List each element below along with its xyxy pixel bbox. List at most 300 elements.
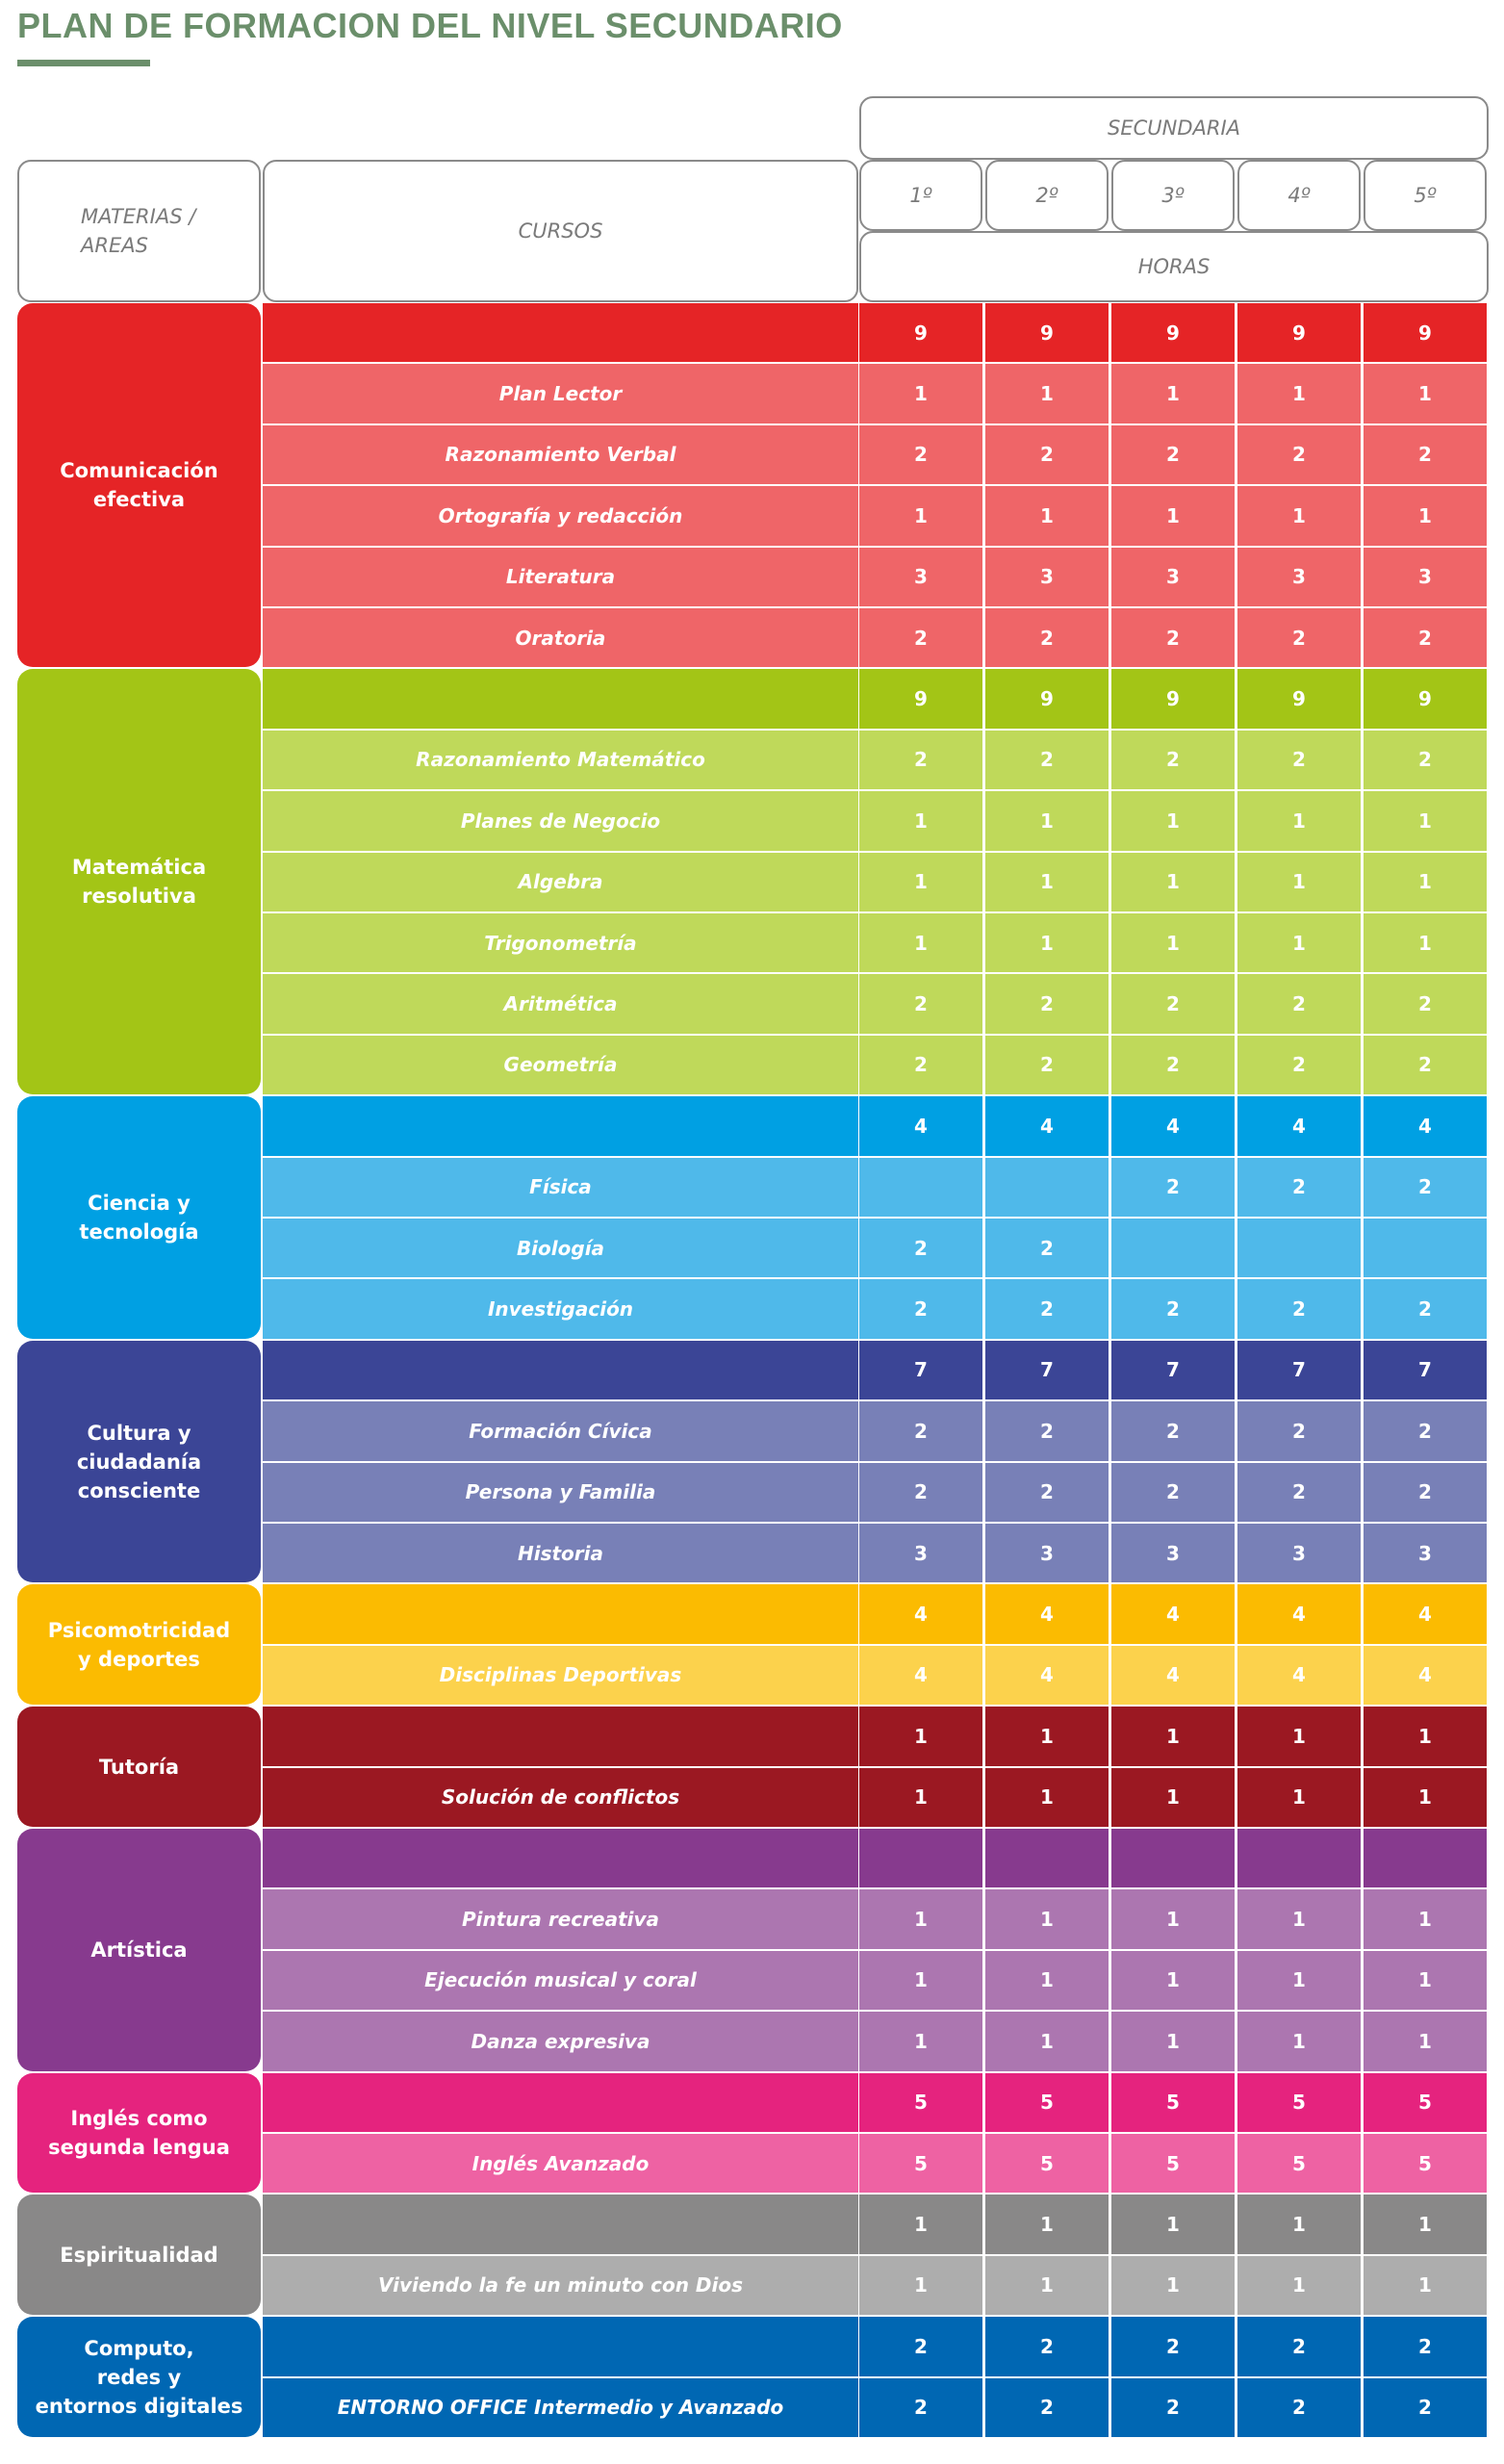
course-hours-4	[1237, 1036, 1361, 1094]
course-hours-3-text: 4	[1166, 1663, 1180, 1687]
course-hours-4	[1237, 2378, 1361, 2437]
course-hours-5-text: 2	[1418, 1053, 1432, 1077]
course-hours-4	[1237, 1524, 1361, 1582]
total-hours-3-text: 9	[1166, 687, 1180, 711]
course-hours-3	[1111, 1036, 1235, 1094]
total-hours-5-text: 4	[1418, 1114, 1432, 1138]
course-hours-5-text: 1	[1418, 503, 1432, 527]
total-hours-4-text: 4	[1292, 1114, 1306, 1138]
course-hours-5-text: 1	[1418, 808, 1432, 833]
course-hours-2-text: 2	[1040, 1297, 1054, 1322]
course-hours-4	[1237, 1401, 1361, 1460]
course-hours-5-text: 2	[1418, 1175, 1432, 1199]
course-hours-2-text: 5	[1040, 2151, 1054, 2175]
course-name	[263, 2134, 858, 2193]
course-hours-3-text: 1	[1166, 2029, 1180, 2053]
course-hours-2	[985, 731, 1109, 789]
course-hours-3	[1111, 731, 1235, 789]
course-hours-4	[1237, 1279, 1361, 1338]
course-hours-4-text: 2	[1292, 1053, 1306, 1077]
course-hours-2-text: 1	[1040, 870, 1054, 894]
header-grade-2	[985, 160, 1109, 231]
total-hours-1	[859, 2317, 982, 2375]
header-cursos	[263, 160, 858, 302]
course-hours-3	[1111, 2134, 1235, 2193]
course-hours-2	[985, 486, 1109, 545]
total-hours-1-text: 1	[914, 1724, 928, 1748]
course-hours-1-text: 1	[914, 1968, 928, 1992]
area-total-label-cell	[263, 1584, 858, 1643]
course-hours-1	[859, 1524, 982, 1582]
total-hours-4	[1237, 1341, 1361, 1399]
course-hours-2-text: 1	[1040, 1968, 1054, 1992]
course-hours-1	[859, 1219, 982, 1277]
course-hours-3	[1111, 1524, 1235, 1582]
course-hours-1-text: 1	[914, 1785, 928, 1810]
course-hours-4	[1237, 2134, 1361, 2193]
course-hours-1-text: 2	[914, 1236, 928, 1260]
area-cultura	[17, 1341, 261, 1583]
course-hours-4	[1237, 2256, 1361, 2315]
course-hours-1	[859, 548, 982, 606]
course-hours-2	[985, 425, 1109, 484]
total-hours-1-text: 4	[914, 1114, 928, 1138]
course-hours-4-text: 1	[1292, 931, 1306, 955]
total-hours-5	[1364, 2073, 1487, 2132]
course-name-text: Trigonometría	[484, 931, 637, 955]
course-hours-3-text: 2	[1166, 1297, 1180, 1322]
course-hours-1-text: 2	[914, 1419, 928, 1443]
course-hours-5	[1364, 2256, 1487, 2315]
total-hours-5	[1364, 2317, 1487, 2375]
course-hours-3	[1111, 425, 1235, 484]
area-ingles	[17, 2073, 261, 2194]
total-hours-4	[1237, 1096, 1361, 1155]
total-hours-4-text: 1	[1292, 2213, 1306, 2237]
course-name	[263, 1401, 858, 1460]
course-hours-4-text: 2	[1292, 992, 1306, 1016]
course-hours-3	[1111, 1889, 1235, 1948]
course-name	[263, 1158, 858, 1217]
course-hours-2	[985, 548, 1109, 606]
total-hours-1-text: 2	[914, 2334, 928, 2358]
course-hours-1	[859, 913, 982, 972]
course-hours-1	[859, 1889, 982, 1948]
course-name	[263, 1646, 858, 1705]
course-hours-3-text: 3	[1166, 565, 1180, 589]
course-hours-4	[1237, 2012, 1361, 2070]
area-name: Inglés como segunda lengua	[48, 2106, 230, 2159]
total-hours-3-text: 1	[1166, 2213, 1180, 2237]
course-hours-3	[1111, 853, 1235, 911]
course-name	[263, 853, 858, 911]
course-hours-1	[859, 1463, 982, 1522]
course-hours-4-text: 1	[1292, 382, 1306, 406]
course-hours-3-text: 1	[1166, 808, 1180, 833]
course-name	[263, 2256, 858, 2315]
course-hours-2	[985, 1889, 1109, 1948]
course-hours-3-text: 2	[1166, 748, 1180, 772]
total-hours-3	[1111, 1584, 1235, 1643]
total-hours-3-text: 4	[1166, 1114, 1180, 1138]
total-hours-5-text: 9	[1418, 321, 1432, 345]
area-artistica	[17, 1829, 261, 2071]
course-hours-5	[1364, 1524, 1487, 1582]
course-name-text: Oratoria	[515, 626, 606, 650]
course-name	[263, 791, 858, 850]
course-hours-1	[859, 2378, 982, 2437]
course-name	[263, 1889, 858, 1948]
course-hours-2	[985, 1036, 1109, 1094]
course-name-text: Algebra	[518, 870, 603, 894]
course-hours-3	[1111, 486, 1235, 545]
course-hours-3-text: 2	[1166, 992, 1180, 1016]
course-hours-1	[859, 2012, 982, 2070]
course-hours-2	[985, 791, 1109, 850]
course-hours-2	[985, 1279, 1109, 1338]
course-name-text: ENTORNO OFFICE Intermedio y Avanzado	[337, 2396, 784, 2420]
course-hours-2	[985, 913, 1109, 972]
course-hours-4	[1237, 1889, 1361, 1948]
course-hours-2	[985, 1646, 1109, 1705]
area-matematica	[17, 669, 261, 1094]
total-hours-1	[859, 1341, 982, 1399]
course-hours-1	[859, 1646, 982, 1705]
area-total-label-cell	[263, 2194, 858, 2253]
course-name-text: Pintura recreativa	[461, 1908, 660, 1932]
course-name	[263, 364, 858, 423]
course-hours-5-text: 1	[1418, 2273, 1432, 2297]
area-total-label-cell	[263, 1707, 858, 1765]
course-hours-5-text: 1	[1418, 1908, 1432, 1932]
header-grade-5	[1364, 160, 1487, 231]
course-name-text: Historia	[517, 1541, 603, 1565]
total-hours-2-text: 4	[1040, 1603, 1054, 1627]
course-name	[263, 1279, 858, 1338]
course-hours-2	[985, 2134, 1109, 2193]
course-name-text: Física	[529, 1175, 592, 1199]
course-hours-2	[985, 1463, 1109, 1522]
course-hours-5	[1364, 1158, 1487, 1217]
total-hours-5-text: 2	[1418, 2334, 1432, 2358]
course-hours-1-text: 3	[914, 1541, 928, 1565]
total-hours-2	[985, 1707, 1109, 1765]
title-underline	[17, 60, 150, 66]
course-name-text: Inglés Avanzado	[472, 2151, 650, 2175]
course-hours-5-text: 2	[1418, 748, 1432, 772]
course-hours-5	[1364, 2134, 1487, 2193]
course-hours-5	[1364, 486, 1487, 545]
course-hours-4-text: 2	[1292, 748, 1306, 772]
total-hours-1-text: 9	[914, 687, 928, 711]
header-materias	[17, 160, 261, 302]
total-hours-5-text: 4	[1418, 1603, 1432, 1627]
course-name-text: Razonamiento Matemático	[416, 748, 705, 772]
course-hours-3	[1111, 2378, 1235, 2437]
course-hours-2-text: 2	[1040, 2396, 1054, 2420]
area-ciencia	[17, 1096, 261, 1339]
course-hours-4	[1237, 1158, 1361, 1217]
total-hours-4	[1237, 1584, 1361, 1643]
total-hours-3	[1111, 1341, 1235, 1399]
course-hours-1-text: 1	[914, 1908, 928, 1932]
total-hours-2-text: 9	[1040, 687, 1054, 711]
course-hours-2	[985, 1158, 1109, 1217]
course-hours-2-text: 2	[1040, 1419, 1054, 1443]
course-hours-2-text: 2	[1040, 1053, 1054, 1077]
header-secundaria	[859, 96, 1489, 160]
course-hours-4-text: 1	[1292, 1785, 1306, 1810]
course-hours-3-text: 1	[1166, 503, 1180, 527]
course-hours-3-text: 1	[1166, 870, 1180, 894]
total-hours-5-text: 9	[1418, 687, 1432, 711]
course-hours-1-text: 1	[914, 808, 928, 833]
course-hours-2-text: 2	[1040, 626, 1054, 650]
course-hours-4	[1237, 608, 1361, 667]
course-hours-4	[1237, 974, 1361, 1033]
course-hours-1	[859, 1158, 982, 1217]
total-hours-4	[1237, 2073, 1361, 2132]
course-hours-5	[1364, 974, 1487, 1033]
course-hours-1	[859, 608, 982, 667]
course-name	[263, 2378, 858, 2437]
course-hours-4	[1237, 1951, 1361, 2010]
course-hours-5-text: 3	[1418, 1541, 1432, 1565]
course-hours-3	[1111, 1401, 1235, 1460]
header-grade-label: 2º	[1035, 184, 1058, 207]
course-hours-3	[1111, 913, 1235, 972]
course-hours-1-text: 1	[914, 931, 928, 955]
area-name: Cultura y ciudadanía consciente	[76, 1421, 202, 1502]
course-hours-5	[1364, 731, 1487, 789]
course-hours-2	[985, 2378, 1109, 2437]
total-hours-1-text: 9	[914, 321, 928, 345]
course-hours-4-text: 1	[1292, 870, 1306, 894]
total-hours-5	[1364, 1584, 1487, 1643]
course-hours-3	[1111, 1279, 1235, 1338]
course-hours-2-text: 2	[1040, 443, 1054, 467]
total-hours-2-text: 9	[1040, 321, 1054, 345]
course-hours-2	[985, 1219, 1109, 1277]
course-name-text: Investigación	[487, 1297, 634, 1322]
total-hours-5	[1364, 1341, 1487, 1399]
course-hours-3	[1111, 364, 1235, 423]
total-hours-2	[985, 669, 1109, 728]
total-hours-3-text: 1	[1166, 1724, 1180, 1748]
course-hours-4	[1237, 853, 1361, 911]
course-name-text: Geometría	[503, 1053, 618, 1077]
course-hours-5-text: 1	[1418, 870, 1432, 894]
course-hours-5-text: 3	[1418, 565, 1432, 589]
course-hours-3-text: 2	[1166, 626, 1180, 650]
course-hours-4-text: 1	[1292, 2273, 1306, 2297]
course-hours-3-text: 1	[1166, 382, 1180, 406]
course-hours-1-text: 2	[914, 1297, 928, 1322]
total-hours-2	[985, 1341, 1109, 1399]
course-hours-4-text: 2	[1292, 2396, 1306, 2420]
course-hours-3	[1111, 1768, 1235, 1827]
course-hours-3	[1111, 2256, 1235, 2315]
course-hours-3	[1111, 1158, 1235, 1217]
total-hours-4	[1237, 1707, 1361, 1765]
course-hours-4	[1237, 425, 1361, 484]
total-hours-1	[859, 1584, 982, 1643]
course-name	[263, 1768, 858, 1827]
course-hours-1	[859, 1951, 982, 2010]
course-hours-5	[1364, 2378, 1487, 2437]
course-hours-5	[1364, 425, 1487, 484]
total-hours-1	[859, 1829, 982, 1887]
course-hours-3-text: 2	[1166, 443, 1180, 467]
total-hours-2-text: 4	[1040, 1114, 1054, 1138]
course-name-text: Danza expresiva	[471, 2029, 650, 2053]
course-hours-2	[985, 1524, 1109, 1582]
course-hours-5	[1364, 364, 1487, 423]
area-total-label-cell	[263, 2073, 858, 2132]
course-name	[263, 1036, 858, 1094]
course-name-text: Viviendo la fe un minuto con Dios	[377, 2273, 743, 2297]
total-hours-5-text: 1	[1418, 2213, 1432, 2237]
header-materias-line2: AREAS	[81, 234, 148, 257]
course-name-text: Aritmética	[503, 992, 618, 1016]
course-hours-4-text: 2	[1292, 1175, 1306, 1199]
course-name-text: Biología	[516, 1236, 605, 1260]
course-name	[263, 1463, 858, 1522]
course-hours-2	[985, 1951, 1109, 2010]
course-hours-5	[1364, 1889, 1487, 1948]
total-hours-3	[1111, 303, 1235, 362]
course-hours-4-text: 1	[1292, 503, 1306, 527]
course-hours-1	[859, 486, 982, 545]
total-hours-5-text: 7	[1418, 1358, 1432, 1382]
total-hours-3-text: 2	[1166, 2334, 1180, 2358]
course-name	[263, 2012, 858, 2070]
course-hours-3	[1111, 1463, 1235, 1522]
course-hours-1-text: 2	[914, 2396, 928, 2420]
area-name: Computo, redes y entornos digitales	[35, 2336, 243, 2418]
course-hours-5	[1364, 791, 1487, 850]
course-hours-3-text: 1	[1166, 1908, 1180, 1932]
course-hours-4-text: 1	[1292, 1968, 1306, 1992]
area-name: Tutoría	[98, 1755, 180, 1779]
course-hours-4-text: 2	[1292, 1419, 1306, 1443]
course-hours-5-text: 1	[1418, 1785, 1432, 1810]
total-hours-1	[859, 303, 982, 362]
total-hours-3	[1111, 669, 1235, 728]
total-hours-4-text: 1	[1292, 1724, 1306, 1748]
total-hours-1-text: 4	[914, 1603, 928, 1627]
course-hours-5-text: 2	[1418, 626, 1432, 650]
course-hours-3-text: 2	[1166, 1175, 1180, 1199]
total-hours-3	[1111, 1096, 1235, 1155]
total-hours-1	[859, 2073, 982, 2132]
total-hours-3	[1111, 2317, 1235, 2375]
course-hours-4-text: 2	[1292, 626, 1306, 650]
total-hours-3	[1111, 2194, 1235, 2253]
total-hours-5-text: 1	[1418, 1724, 1432, 1748]
total-hours-1	[859, 669, 982, 728]
course-hours-1	[859, 731, 982, 789]
course-hours-3-text: 2	[1166, 1053, 1180, 1077]
total-hours-3	[1111, 1829, 1235, 1887]
area-name: Ciencia y tecnología	[79, 1191, 199, 1244]
course-name	[263, 1219, 858, 1277]
course-hours-1	[859, 425, 982, 484]
total-hours-3-text: 4	[1166, 1603, 1180, 1627]
area-name: Comunicación efectiva	[60, 459, 218, 512]
course-hours-2-text: 3	[1040, 1541, 1054, 1565]
area-comunicacion	[17, 303, 261, 667]
course-hours-4-text: 2	[1292, 1297, 1306, 1322]
course-hours-2-text: 1	[1040, 382, 1054, 406]
total-hours-1-text: 1	[914, 2213, 928, 2237]
course-hours-5	[1364, 2012, 1487, 2070]
total-hours-1	[859, 2194, 982, 2253]
total-hours-4-text: 5	[1292, 2091, 1306, 2115]
total-hours-1-text: 5	[914, 2091, 928, 2115]
course-hours-1-text: 1	[914, 2273, 928, 2297]
course-hours-2-text: 1	[1040, 2029, 1054, 2053]
total-hours-4-text: 2	[1292, 2334, 1306, 2358]
total-hours-5	[1364, 669, 1487, 728]
header-grade-4	[1237, 160, 1361, 231]
course-hours-2	[985, 974, 1109, 1033]
course-hours-1	[859, 1768, 982, 1827]
course-hours-5-text: 2	[1418, 2396, 1432, 2420]
course-hours-1-text: 4	[914, 1663, 928, 1687]
course-hours-1	[859, 1279, 982, 1338]
area-total-label-cell	[263, 1096, 858, 1155]
course-hours-2-text: 1	[1040, 931, 1054, 955]
course-hours-5	[1364, 1768, 1487, 1827]
area-name: Matemática resolutiva	[71, 856, 207, 909]
course-hours-4	[1237, 791, 1361, 850]
course-hours-5	[1364, 608, 1487, 667]
course-name	[263, 486, 858, 545]
course-hours-5	[1364, 1646, 1487, 1705]
total-hours-2-text: 2	[1040, 2334, 1054, 2358]
course-hours-4	[1237, 548, 1361, 606]
course-hours-3	[1111, 974, 1235, 1033]
course-hours-2	[985, 853, 1109, 911]
total-hours-1	[859, 1707, 982, 1765]
course-name-text: Solución de conflictos	[441, 1785, 680, 1810]
course-hours-5	[1364, 913, 1487, 972]
total-hours-2	[985, 2073, 1109, 2132]
course-hours-4	[1237, 486, 1361, 545]
course-hours-1-text: 2	[914, 443, 928, 467]
total-hours-4-text: 4	[1292, 1603, 1306, 1627]
course-hours-2-text: 1	[1040, 503, 1054, 527]
course-hours-1-text: 1	[914, 503, 928, 527]
course-name-text: Persona y Familia	[465, 1480, 656, 1504]
total-hours-2-text: 1	[1040, 2213, 1054, 2237]
total-hours-4-text: 9	[1292, 321, 1306, 345]
total-hours-3	[1111, 2073, 1235, 2132]
total-hours-5	[1364, 1096, 1487, 1155]
course-hours-4-text: 1	[1292, 2029, 1306, 2053]
course-hours-3-text: 1	[1166, 1968, 1180, 1992]
course-hours-1-text: 2	[914, 1480, 928, 1504]
course-hours-5-text: 1	[1418, 1968, 1432, 1992]
total-hours-2	[985, 1584, 1109, 1643]
course-hours-5-text: 2	[1418, 992, 1432, 1016]
course-hours-3-text: 2	[1166, 1419, 1180, 1443]
course-hours-3	[1111, 791, 1235, 850]
course-hours-5	[1364, 548, 1487, 606]
course-hours-4	[1237, 1768, 1361, 1827]
course-hours-2-text: 1	[1040, 2273, 1054, 2297]
